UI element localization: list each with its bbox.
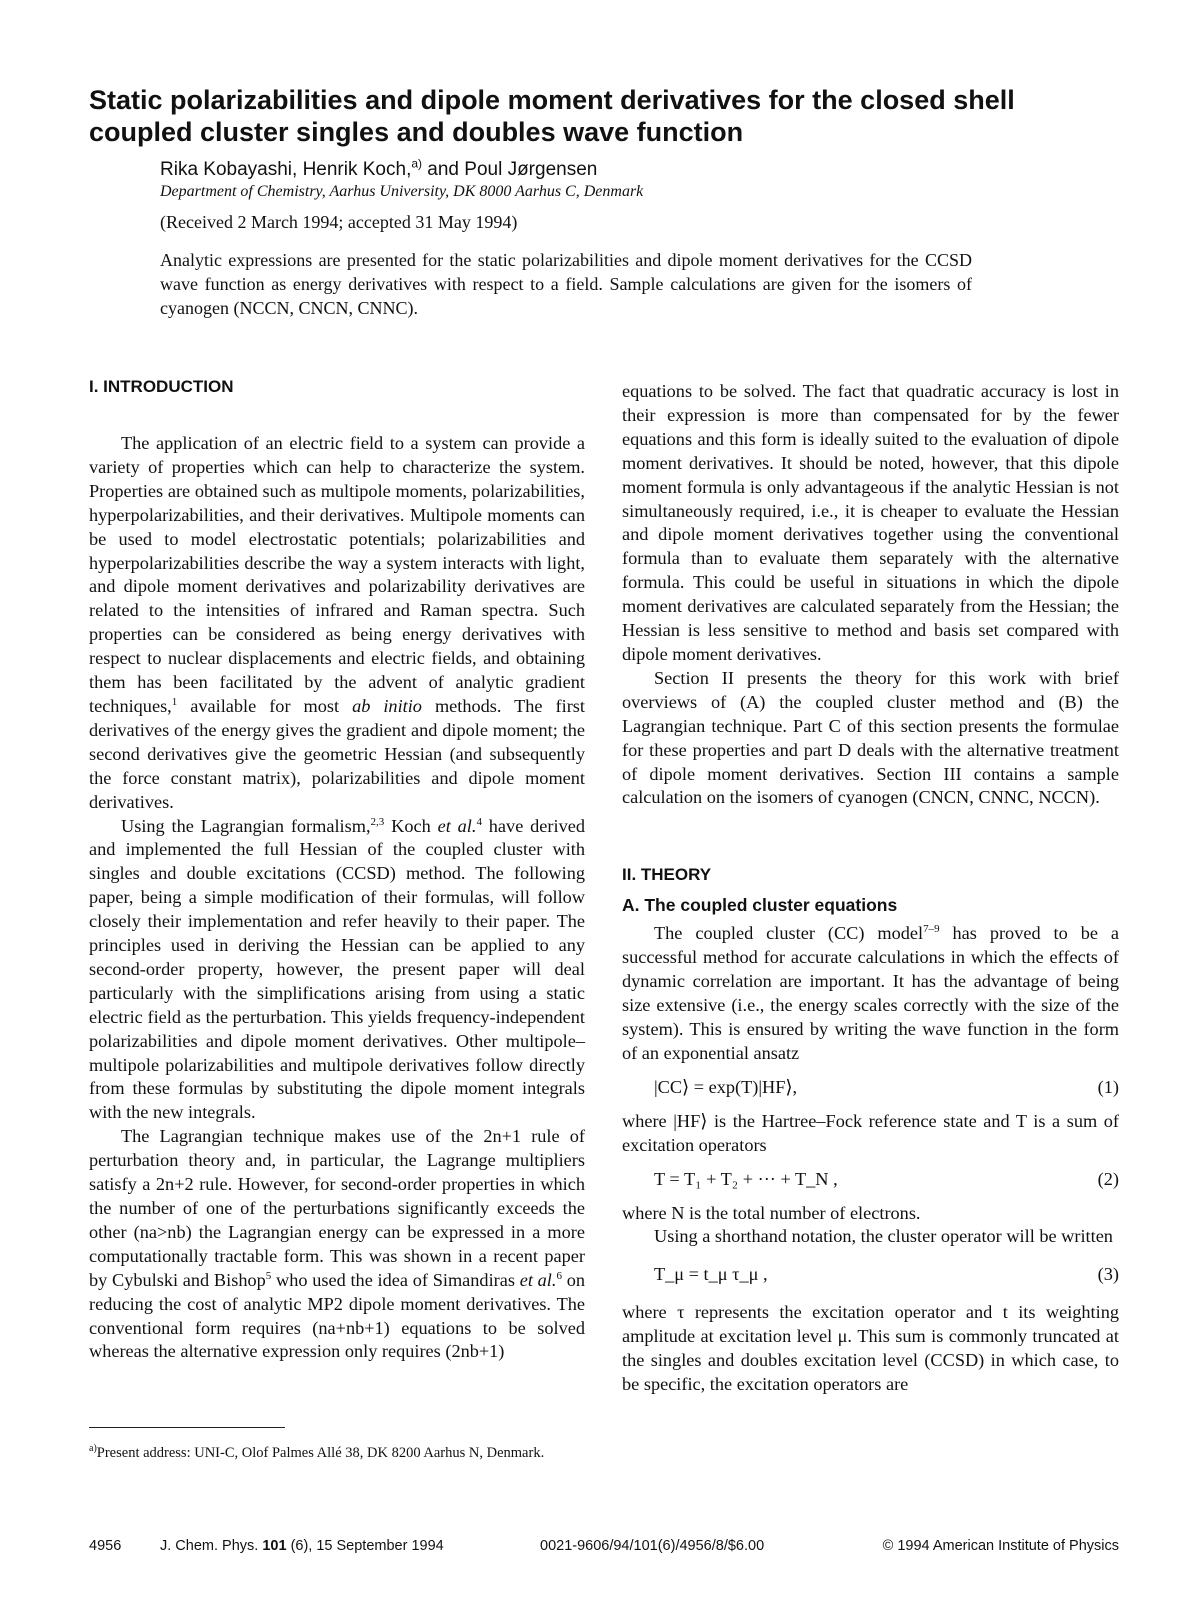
intro-paragraph-1: The application of an electric field to a system can provide a variety of properties which can help to characterize the system. Properties are obtained such as multipole moments, polarizabilities, hyperpolarizabilities, and their derivatives. Multipole moments can be used to model electrostatic potentials; polarizabilities and hyperpolarizabilities describe the way a system interacts with light, and dipole moment derivatives and polarizability derivatives are related to the intensities of infrared and Raman spectra. Such properties can be considered as being energy derivatives with respect to nuclear displacements and electric fields, and obtaining them has been facilitated by the advent of analytic gradient techniques,$^1$ available for most ab initio methods. The first derivatives of the energy gives the gradient and dipole moment; the second derivatives give the geometric Hessian (and subsequently the force constant matrix), polarizabilities and dipole moment derivatives. xyxy=(89,433,585,812)
section-heading-introduction: I. INTRODUCTION xyxy=(89,377,234,396)
theory-paragraph-3: where N is the total number of electrons. xyxy=(622,1202,921,1223)
section-heading-theory: II. THEORY xyxy=(622,865,712,885)
theory-paragraph-5: where τ represents the excitation operator and t its weighting amplitude at excitation level μ. This sum is commonly truncated at the singles and doubles excitation level (CCSD) in which case, to be specific, the excitation operators are xyxy=(622,1302,1119,1395)
theory-paragraph-2: where |HF⟩ is the Hartree–Fock reference state and T is a sum of excitation operators xyxy=(622,1110,1119,1155)
affiliation: Department of Chemistry, Aarhus University, DK 8000 Aarhus C, Denmark xyxy=(160,183,644,200)
footnote-text: Present address: UNI-C, Olof Palmes Allé 38, DK 8200 Aarhus N, Denmark. xyxy=(96,1444,545,1461)
equation-1 xyxy=(622,1076,1119,1100)
theory-paragraph-4: Using a shorthand notation, the cluster operator will be written xyxy=(654,1226,1113,1247)
equation-body: T_μ = t_μ τ_μ , xyxy=(654,1264,768,1285)
citation: 6 xyxy=(556,1269,562,1282)
footnote xyxy=(89,1440,585,1462)
paper-title: Static polarizabilities and dipole moment derivatives for the closed shell coupled cluster singles and doubles wave function xyxy=(89,85,1015,147)
intro-paragraph-3: The Lagrangian technique makes use of the 2n+1 rule of perturbation theory and, in particular, the Lagrange multipliers satisfy a 2n+2 rule. However, for second-order properties in which the number of one of the perturbations significantly exceeds the other (na>nb) the Lagrangian energy can be expressed in a more computationally tractable form. This was shown in a recent paper by Cybulski and Bishop$^5$ who used the idea of Simandiras et al.$^6$ on reducing the cost of analytic MP2 dipole moment derivatives. The conventional form requires (na+nb+1) equations to be solved whereas the alternative expression only requires (2nb+1) xyxy=(89,1126,585,1362)
equation-2 xyxy=(622,1168,1119,1192)
subsection-heading: A. The coupled cluster equations xyxy=(622,895,898,916)
equation-3 xyxy=(622,1263,1119,1287)
page-number: 4956 xyxy=(89,1538,122,1554)
equation-body: |CC⟩ = exp(T)|HF⟩, xyxy=(654,1076,798,1097)
affiliation-mark: a) xyxy=(411,156,423,171)
citation: 7–9 xyxy=(923,923,940,936)
intro-paragraph-2: Using the Lagrangian formalism,$^{2,3}$ Koch et al.$^4$ have derived and implemented the full Hessian of the coupled cluster with singles and double excitations (CCSD) method. The following paper, being a simple modification of their formulas, will follow closely their implementation and refer heavily to their paper. The principles used in deriving the Hessian can be applied to any second-order property, however, the present paper will deal particularly with the simplifications arising from using a static electric field as the perturbation. This yields frequency-independent polarizabilities and dipole moment derivatives. Other multipole–multipole polarizabilities and multipole derivatives follow directly from these formulas by substituting the dipole moment integrals with the new integrals. xyxy=(89,815,585,1123)
footnote-mark: a) xyxy=(89,1443,97,1454)
citation: 4 xyxy=(476,815,482,828)
intro-paragraph-outline: Section II presents the theory for this work with brief overviews of (A) the coupled cluster method and (B) the Lagrangian technique. Part C of this section presents the formulae for these properties and part D deals with the alternative treatment of dipole moment derivatives. Section III contains a sample calculation on the isomers of cyanogen (CNCN, CNNC, NCCN). xyxy=(622,667,1119,808)
left-column xyxy=(89,376,585,1364)
abstract: Analytic expressions are presented for the static polarizabilities and dipole moment derivatives for the CCSD wave function as energy derivatives with respect to a field. Sample calculations are given for the isomers of cyanogen (NCCN, CNCN, CNNC). xyxy=(160,250,972,318)
journal-citation: J. Chem. Phys. 101 (6), 15 September 1994 xyxy=(160,1538,444,1554)
equation-body: T = T₁ + T₂ + ··· + T_N , xyxy=(654,1168,838,1189)
received-dates: (Received 2 March 1994; accepted 31 May 1994) xyxy=(160,212,518,232)
citation: 2,3 xyxy=(370,815,385,828)
copyright-notice: © 1994 American Institute of Physics xyxy=(882,1538,1119,1554)
article-code: 0021-9606/94/101(6)/4956/8/$6.00 xyxy=(540,1538,765,1554)
theory-paragraph-1: The coupled cluster (CC) model$^{7-9}$ has proved to be a successful method for accurate calculations in which the effects of dynamic correlation are important. It has the advantage of being size extensive (i.e., the energy scales correctly with the size of the system). This is ensured by writing the wave function in the form of an exponential ansatz xyxy=(622,923,1120,1063)
authors-part-1: Rika Kobayashi, Henrik Koch, xyxy=(160,159,412,180)
citation: 5 xyxy=(265,1269,272,1282)
footnote-rule xyxy=(89,1427,285,1428)
author-list xyxy=(160,158,597,182)
citation: 1 xyxy=(171,695,178,708)
authors-part-2: and Poul Jørgensen xyxy=(422,159,598,180)
intro-paragraph-continued: equations to be solved. The fact that quadratic accuracy is lost in their expression is more than compensated for by the fewer equations and this form is ideally suited to the evaluation of dipole moment derivatives. It should be noted, however, that this dipole moment formula is only advantageous if the analytic Hessian is not simultaneously required, i.e., it is cheaper to evaluate the Hessian and dipole moment derivatives together using the conventional formula than to evaluate them separately with the alternative formula. This could be useful in situations in which the dipole moment derivatives are calculated separately from the Hessian; the Hessian is less sensitive to method and basis set compared with dipole moment derivatives. xyxy=(622,381,1119,664)
equation-number: (3) xyxy=(1097,1264,1119,1285)
equation-number: (2) xyxy=(1097,1168,1119,1189)
right-column xyxy=(622,380,1119,1397)
equation-number: (1) xyxy=(1097,1076,1119,1097)
